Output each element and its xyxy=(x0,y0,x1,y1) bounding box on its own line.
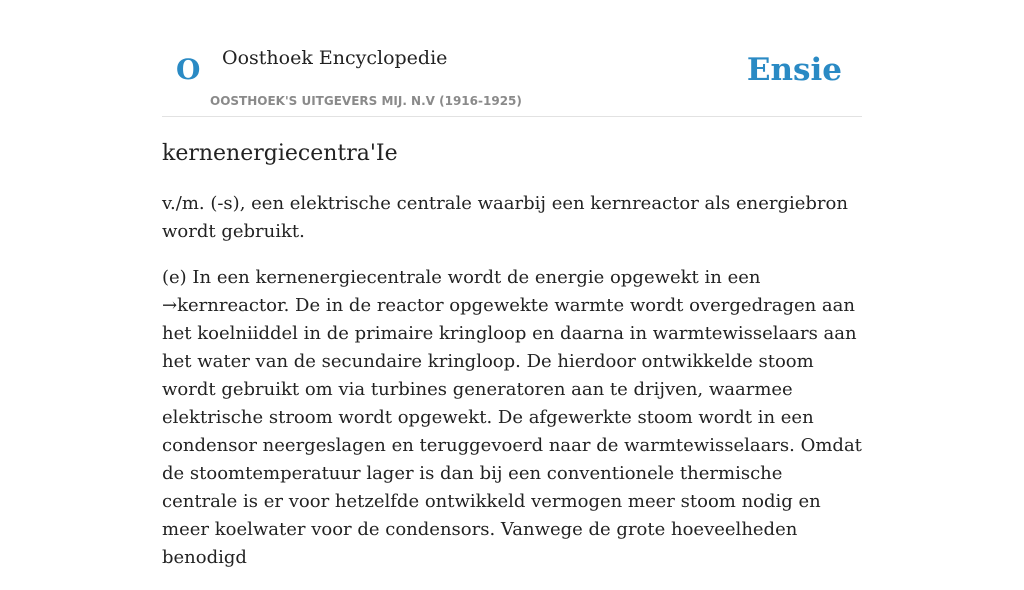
ensie-logo[interactable]: Ensie xyxy=(746,52,842,88)
source-header xyxy=(162,0,862,117)
entry-content xyxy=(162,136,862,590)
entry-definition: v./m. (-s), een elektrische centrale waarbij een kernreactor als energiebron wordt gebruikt. xyxy=(162,193,848,242)
entry-body: (e) In een kernenergiecentrale wordt de energie opgewekt in een →kernreactor. De in de reactor opgewekte warmte wordt overgedragen aan het koelniiddel in de primaire kringloop en daarna in warmtewisselaars aan het water van de secundaire kringloop. De hierdoor ontwikkelde stoom wordt gebruikt om via turbines generatoren aan te drijven, waarmee elektrische stroom wordt opgewekt. De afgewerkte stoom wordt in een condensor neergeslagen en teruggevoerd naar de warmtewisselaars. Omdat de stoomtemperatuur lager is dan bij een conventionele thermische centrale is er voor hetzelfde ontwikkeld vermogen meer stoom nodig en meer koelwater voor de condensors. Vanwege de grote hoeveelheden benodigd xyxy=(162,267,862,568)
entry-title: kernenergiecentra'Ie xyxy=(162,141,398,166)
source-subtitle: OOSTHOEK'S UITGEVERS MIJ. N.V (1916-1925) xyxy=(210,94,522,108)
source-title[interactable]: Oosthoek Encyclopedie xyxy=(222,47,448,69)
source-logo[interactable]: O xyxy=(176,53,201,86)
